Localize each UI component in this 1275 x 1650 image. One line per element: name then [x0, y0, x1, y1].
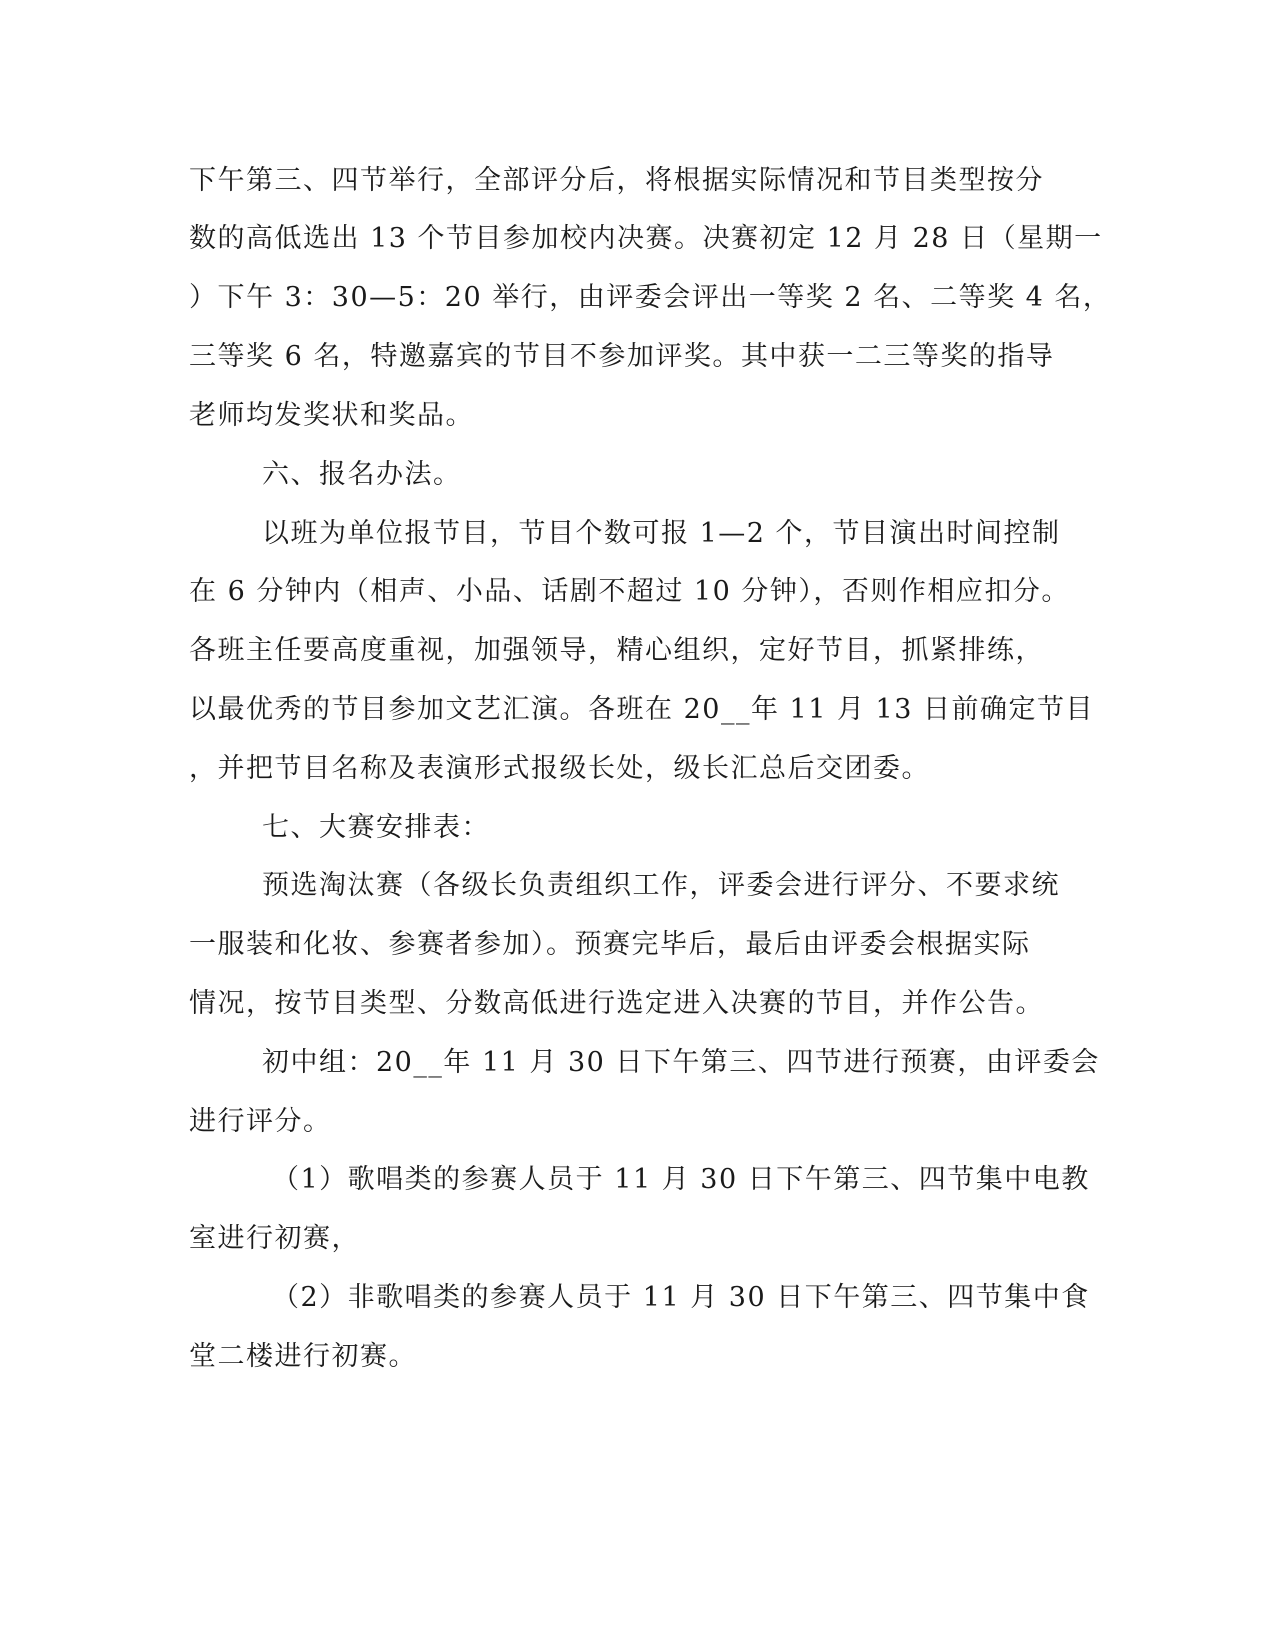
- text-line: 老师均发奖状和奖品。: [189, 400, 474, 431]
- text-line: 三等奖 6 名，特邀嘉宾的节目不参加评奖。其中获一二三等奖的指导: [189, 341, 1055, 372]
- text-line: 进行评分。: [189, 1106, 332, 1137]
- text-line: 堂二楼进行初赛。: [189, 1341, 417, 1372]
- text-line: 数的高低选出 13 个节目参加校内决赛。决赛初定 12 月 28 日（星期一: [189, 223, 1103, 254]
- text-line: 以最优秀的节目参加文艺汇演。各班在 20__年 11 月 13 日前确定节目: [189, 694, 1094, 725]
- text-line: 情况，按节目类型、分数高低进行选定进入决赛的节目，并作公告。: [189, 988, 1044, 1019]
- text-line: 在 6 分钟内（相声、小品、话剧不超过 10 分钟），否则作相应扣分。: [189, 576, 1070, 607]
- text-line: 预选淘汰赛（各级长负责组织工作，评委会进行评分、不要求统: [262, 870, 1060, 901]
- text-line: 初中组：20__年 11 月 30 日下午第三、四节进行预赛，由评委会: [262, 1047, 1100, 1078]
- list-item: （2）非歌唱类的参赛人员于 11 月 30 日下午第三、四节集中食: [272, 1282, 1090, 1313]
- list-item: （1）歌唱类的参赛人员于 11 月 30 日下午第三、四节集中电教: [272, 1164, 1090, 1195]
- text-line: 室进行初赛，: [189, 1223, 360, 1254]
- section-heading: 六、报名办法。: [262, 459, 462, 490]
- text-line: 以班为单位报节目，节目个数可报 1—2 个，节目演出时间控制: [262, 518, 1061, 549]
- text-line: ）下午 3：30—5：20 举行，由评委会评出一等奖 2 名、二等奖 4 名，: [189, 282, 1112, 313]
- text-line: ，并把节目名称及表演形式报级长处，级长汇总后交团委。: [189, 753, 930, 784]
- text-line: 下午第三、四节举行，全部评分后，将根据实际情况和节目类型按分: [189, 165, 1044, 196]
- text-line: 各班主任要高度重视，加强领导，精心组织，定好节目，抓紧排练，: [189, 635, 1044, 666]
- section-heading: 七、大赛安排表：: [262, 812, 490, 843]
- text-line: 一服装和化妆、参赛者参加）。预赛完毕后，最后由评委会根据实际: [189, 929, 1031, 960]
